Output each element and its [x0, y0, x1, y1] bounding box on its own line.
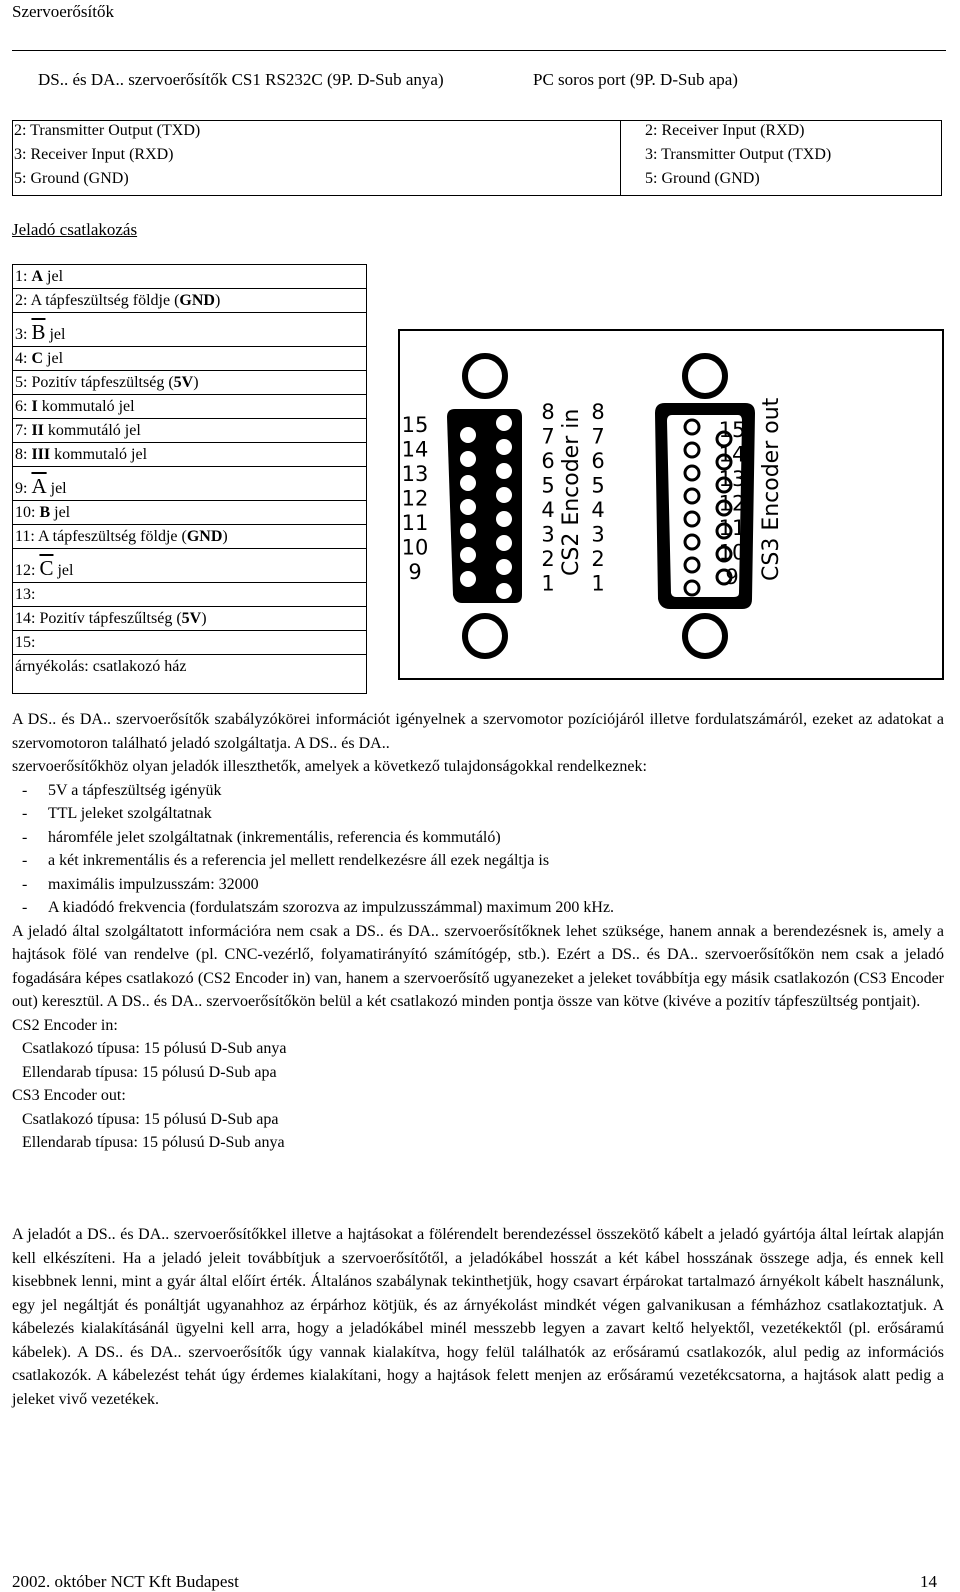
list-item	[12, 873, 944, 897]
wiring-right-cell: 5: Ground (GND)	[645, 170, 760, 187]
signal-name: 5V	[181, 610, 202, 627]
pin-row	[13, 655, 366, 679]
signal-name: III	[31, 446, 51, 463]
pin-suffix: jel	[46, 480, 67, 497]
pin-number-label: 8	[541, 400, 555, 424]
cs2-title: CS2 Encoder in:	[12, 1016, 118, 1034]
pin-suffix: )	[201, 610, 207, 627]
signal-name: GND	[179, 292, 215, 309]
signal-name: II	[31, 422, 44, 439]
pin-number: 8:	[15, 446, 28, 463]
socket-hole	[460, 427, 476, 443]
cs3-counterpart-type: Ellendarab típusa: 15 pólusú D-Sub anya	[22, 1134, 285, 1151]
pin-row	[13, 289, 366, 313]
pin-number-label: 4	[541, 498, 555, 522]
pin-number: 4:	[15, 350, 28, 367]
pin-number-label: 15	[718, 418, 746, 442]
pin-number-label: 13	[718, 467, 746, 491]
wiring-right-cell: 2: Receiver Input (RXD)	[645, 122, 805, 139]
bullet-dash: -	[22, 828, 28, 846]
pin-number: 5:	[15, 374, 28, 391]
pin-number-label: 6	[541, 449, 555, 473]
cs2-left-numbers	[402, 413, 429, 584]
rs232-wiring-table	[12, 120, 942, 196]
pin-suffix: )	[222, 528, 228, 545]
pin-contact	[685, 558, 699, 572]
pin-row	[13, 501, 366, 525]
page-header-title: Szervoerősítők	[12, 2, 114, 21]
bullet-dash: -	[22, 781, 28, 799]
socket-hole	[460, 499, 476, 515]
pin-number-label: 15	[401, 413, 429, 437]
bullet-dash: -	[22, 805, 28, 822]
pin-number-label: 3	[591, 522, 605, 547]
intro-text-last: szervoerősítőkhöz olyan jeladók illeszthetők, amelyek a következő tulajdonságokkal rendelkeznek:	[12, 758, 647, 775]
pin-number-label: 8	[591, 400, 605, 424]
pin-row	[13, 313, 366, 347]
socket-hole	[460, 571, 476, 587]
requirements-list	[12, 779, 944, 920]
pin-number: 10:	[15, 504, 36, 521]
wiring-left-cell: 2: Transmitter Output (TXD)	[14, 122, 201, 139]
list-item-text: háromféle jelet szolgáltatnak (inkrementális, referencia és kommutáló)	[48, 828, 501, 846]
socket-hole	[496, 439, 512, 455]
cs2-connector	[447, 356, 522, 656]
pin-number-label: 7	[591, 424, 605, 449]
mounting-hole	[685, 616, 725, 656]
list-item	[12, 849, 944, 873]
list-item	[12, 779, 944, 803]
cable-left-heading: DS.. és DA.. szervoerősítők CS1 RS232C (9P. D-Sub anya)	[38, 70, 444, 89]
socket-hole	[460, 451, 476, 467]
signal-name: B	[39, 504, 51, 521]
socket-hole	[496, 487, 512, 503]
pin-number-label: 12	[718, 491, 746, 516]
cs3-left-numbers	[591, 400, 604, 596]
forwarding-paragraph: A jeladó által szolgáltatott információra nem csak a DS.. és DA.. szervoerősítőknek lehet szüksége, hanem annak a berendezésnek is, amely a hajtások fölé van rendelve (pl. CNC-vezérlő, folyamatirányító számítógép, stb.). Ezért a DS.. és DA.. szervoerősítőkön nem csak a jeladó fogadására képes csatlakozó (CS2 Encoder in) van, hanem a szervoerősítő ugyanezeket a jeleket továbbítja egy másik csatlakozón (CS3 Encoder out) keresztül. A DS.. és DA.. szervoerősítőkön belül a két csatlakozó minden pontja össze van kötve (kivéve a pozitív tápfeszültség pontjait).	[12, 922, 944, 1010]
negated-signal: $\overline{B}$	[31, 320, 46, 344]
socket-hole	[496, 559, 512, 575]
socket-hole	[496, 583, 512, 599]
signal-name: A	[31, 268, 44, 285]
cs3-title: CS3 Encoder out:	[12, 1087, 126, 1104]
cs3-connector-type: Csatlakozó típusa: 15 pólusú D-Sub apa	[22, 1110, 279, 1128]
pin-contact	[685, 535, 699, 549]
pin-suffix: kommutaló jel	[37, 398, 135, 415]
pin-number-label: 14	[401, 437, 429, 462]
pin-row	[13, 395, 366, 419]
pin-number-label: 10	[401, 535, 429, 560]
bullet-dash: -	[22, 899, 28, 916]
socket-hole	[496, 415, 512, 431]
cs3-right-numbers	[719, 418, 746, 589]
cs3-encoder-out-label: CS3 Encoder out	[759, 397, 784, 581]
pin-number: 12:	[15, 562, 36, 579]
pin-number: 13:	[15, 586, 36, 603]
wiring-right-cell: 3: Transmitter Output (TXD)	[645, 146, 832, 163]
pin-suffix: )	[193, 374, 199, 391]
list-item-text: TTL jeleket szolgáltatnak	[48, 805, 212, 822]
pin-number-label: 9	[725, 565, 739, 589]
pin-row	[13, 265, 366, 289]
negated-signal: $\overline{C}$	[39, 556, 54, 580]
pin-description: Pozitív tápfeszűltség (	[35, 610, 182, 627]
list-item-text: maximális impulzusszám: 32000	[48, 875, 259, 893]
socket-hole	[496, 535, 512, 551]
encoder-pin-table	[12, 264, 367, 694]
table-divider	[620, 121, 621, 195]
pin-number-label: 12	[401, 486, 429, 511]
pin-number-label: 7	[541, 424, 555, 449]
pin-number: 6:	[15, 398, 28, 415]
negated-signal: $\overline{A}$	[31, 474, 47, 498]
pin-number-label: 11	[718, 516, 746, 540]
cs2-shell	[447, 409, 522, 603]
cs2-encoder-in-label: CS2 Encoder in	[559, 408, 584, 576]
pin-row	[13, 631, 366, 655]
signal-name: GND	[186, 528, 223, 545]
pin-number: 7:	[15, 422, 28, 439]
cs2-connector-type: Csatlakozó típusa: 15 pólusú D-Sub anya	[22, 1040, 287, 1057]
pin-row	[13, 347, 366, 371]
pin-number: 1:	[15, 268, 28, 285]
list-item-text: 5V a tápfeszültség igényük	[48, 781, 222, 799]
pin-row	[13, 549, 366, 583]
cs2-counterpart-type: Ellendarab típusa: 15 pólusú D-Sub apa	[22, 1063, 277, 1081]
pin-contact	[685, 581, 699, 595]
signal-name: I	[31, 398, 38, 415]
pin-number-label: 14	[718, 442, 746, 467]
socket-hole	[460, 547, 476, 563]
pin-row	[13, 583, 366, 607]
pin-suffix: jel	[45, 326, 66, 343]
mounting-hole	[685, 356, 725, 396]
pin-number-label: 1	[541, 571, 555, 596]
pin-row	[13, 371, 366, 395]
connector-diagram	[400, 331, 942, 678]
pin-contact	[685, 443, 699, 457]
pin-description: A tápfeszültség földje (	[34, 528, 187, 545]
pin-suffix: kommutaló jel	[50, 446, 148, 463]
pin-contact	[685, 466, 699, 480]
pin-description: Pozitív tápfeszültség (	[27, 374, 174, 391]
pin-number: 11:	[15, 528, 35, 545]
header-divider	[12, 50, 946, 51]
footer-left: 2002. október NCT Kft Budapest	[12, 1572, 239, 1591]
pin-number-label: 5	[541, 473, 555, 498]
pin-number-label: 2	[591, 547, 605, 571]
pin-number: 15:	[15, 634, 36, 651]
pin-suffix: jel	[53, 562, 74, 579]
cabling-paragraph: A jeladót a DS.. és DA.. szervoerősítőkkel illetve a hajtásokat a fölérendelt berendezéssel összekötő kábelt a jeladó gyártója által leírtak alapján kell elkészíteni. Ha a jeladó jeleit továbbítjuk a szervoerősítőtől, a jeladókábel hosszát a két kábel hosszának összege adja, és ennek kell kisebbnek lenni, mint a gyár által előírt érték. Általános szabálynak tekinthetjük, hogy csavart érpárokat tartalmazó árnyékolt kábelt használunk, egy jel negáltját és ponáltját ugyanahhoz az érpárhoz kötjük, és az árnyékolást mindkét végen galvanikusan a fémházhoz csatlakoztatjuk. A kábelezés kialakításánál ügyelni kell arra, hogy a jeladókábel minél messzebb legyen a zavart keltő helyektől, vezetékektől (pl. erősáramú kábelek). A DS.. és DA.. szervoerősítők úgy vannak kialakítva, hogy felül találhatók az erősáramú csatlakozók, alul pedig az információs csatlakozók. A kábelezést tehát úgy érdemes kialakítani, hogy a hajtások felett menjen az erősáramú vezetékcsatorna, a hajtások alatt pedig a jeleket vivő vezetékek.	[12, 1226, 944, 1408]
pin-number: 9:	[15, 480, 28, 497]
bullet-dash: -	[22, 875, 28, 893]
intro-paragraph	[12, 708, 944, 1155]
socket-hole	[460, 475, 476, 491]
socket-hole	[496, 463, 512, 479]
cable-right-heading: PC soros port (9P. D-Sub apa)	[533, 70, 738, 89]
signal-name: 5V	[173, 374, 194, 391]
socket-hole	[496, 511, 512, 527]
list-item-text: A kiadódó frekvencia (fordulatszám szorozva az impulzusszámmal) maximum 200 kHz.	[48, 899, 615, 916]
pin-suffix: )	[214, 292, 221, 309]
pin-number-label: 13	[401, 462, 429, 486]
cs2-right-numbers	[541, 400, 554, 596]
pin-row	[13, 443, 366, 467]
pin-number: 14:	[15, 610, 36, 627]
pin-number-label: 9	[408, 560, 422, 584]
list-item	[12, 826, 944, 850]
pin-number-label: 5	[591, 473, 605, 498]
pin-number-label: 10	[718, 540, 746, 565]
signal-name: C	[31, 350, 44, 367]
pin-number: 2:	[15, 292, 28, 309]
intro-text: A DS.. és DA.. szervoerősítők szabályzókörei információt igényelnek a szervomotor pozíciójáról illetve fordulatszámáról, ezeket az adatokat a szervomotoron található jeladó szolgáltatja. A DS.. és DA..	[12, 711, 944, 752]
pin-description: árnyékolás: csatlakozó ház	[15, 658, 187, 675]
pin-suffix: jel	[43, 268, 64, 285]
bullet-dash: -	[22, 852, 28, 869]
list-item-text: a két inkrementális és a referencia jel mellett rendelkezésre áll ezek negáltja is	[48, 852, 550, 869]
page-number: 14	[920, 1572, 937, 1591]
pin-number-label: 3	[541, 522, 555, 547]
pin-suffix: jel	[50, 504, 71, 521]
pin-number-label: 11	[401, 511, 429, 535]
pin-description: A tápfeszültség földje (	[27, 292, 180, 309]
pin-row	[13, 607, 366, 631]
list-item	[12, 802, 944, 826]
pin-number-label: 6	[591, 449, 605, 473]
pin-suffix: jel	[43, 350, 64, 367]
pin-row	[13, 419, 366, 443]
pin-row	[13, 525, 366, 549]
pin-contact	[685, 420, 699, 434]
socket-hole	[460, 523, 476, 539]
pin-number-label: 1	[591, 571, 605, 596]
mounting-hole	[465, 616, 505, 656]
pin-number-label: 4	[591, 498, 605, 522]
pin-number-label: 2	[541, 547, 555, 571]
wiring-left-cell: 5: Ground (GND)	[14, 170, 129, 187]
pin-contact	[685, 489, 699, 503]
pin-contact	[685, 512, 699, 526]
list-item	[12, 896, 944, 920]
mounting-hole	[465, 356, 505, 396]
wiring-left-cell: 3: Receiver Input (RXD)	[14, 146, 174, 163]
encoder-section-title: Jeladó csatlakozás	[12, 220, 138, 239]
pin-suffix: kommutáló jel	[43, 422, 141, 439]
pin-row	[13, 467, 366, 501]
dsub-connector-figure	[398, 329, 944, 680]
pin-number: 3:	[15, 326, 28, 343]
